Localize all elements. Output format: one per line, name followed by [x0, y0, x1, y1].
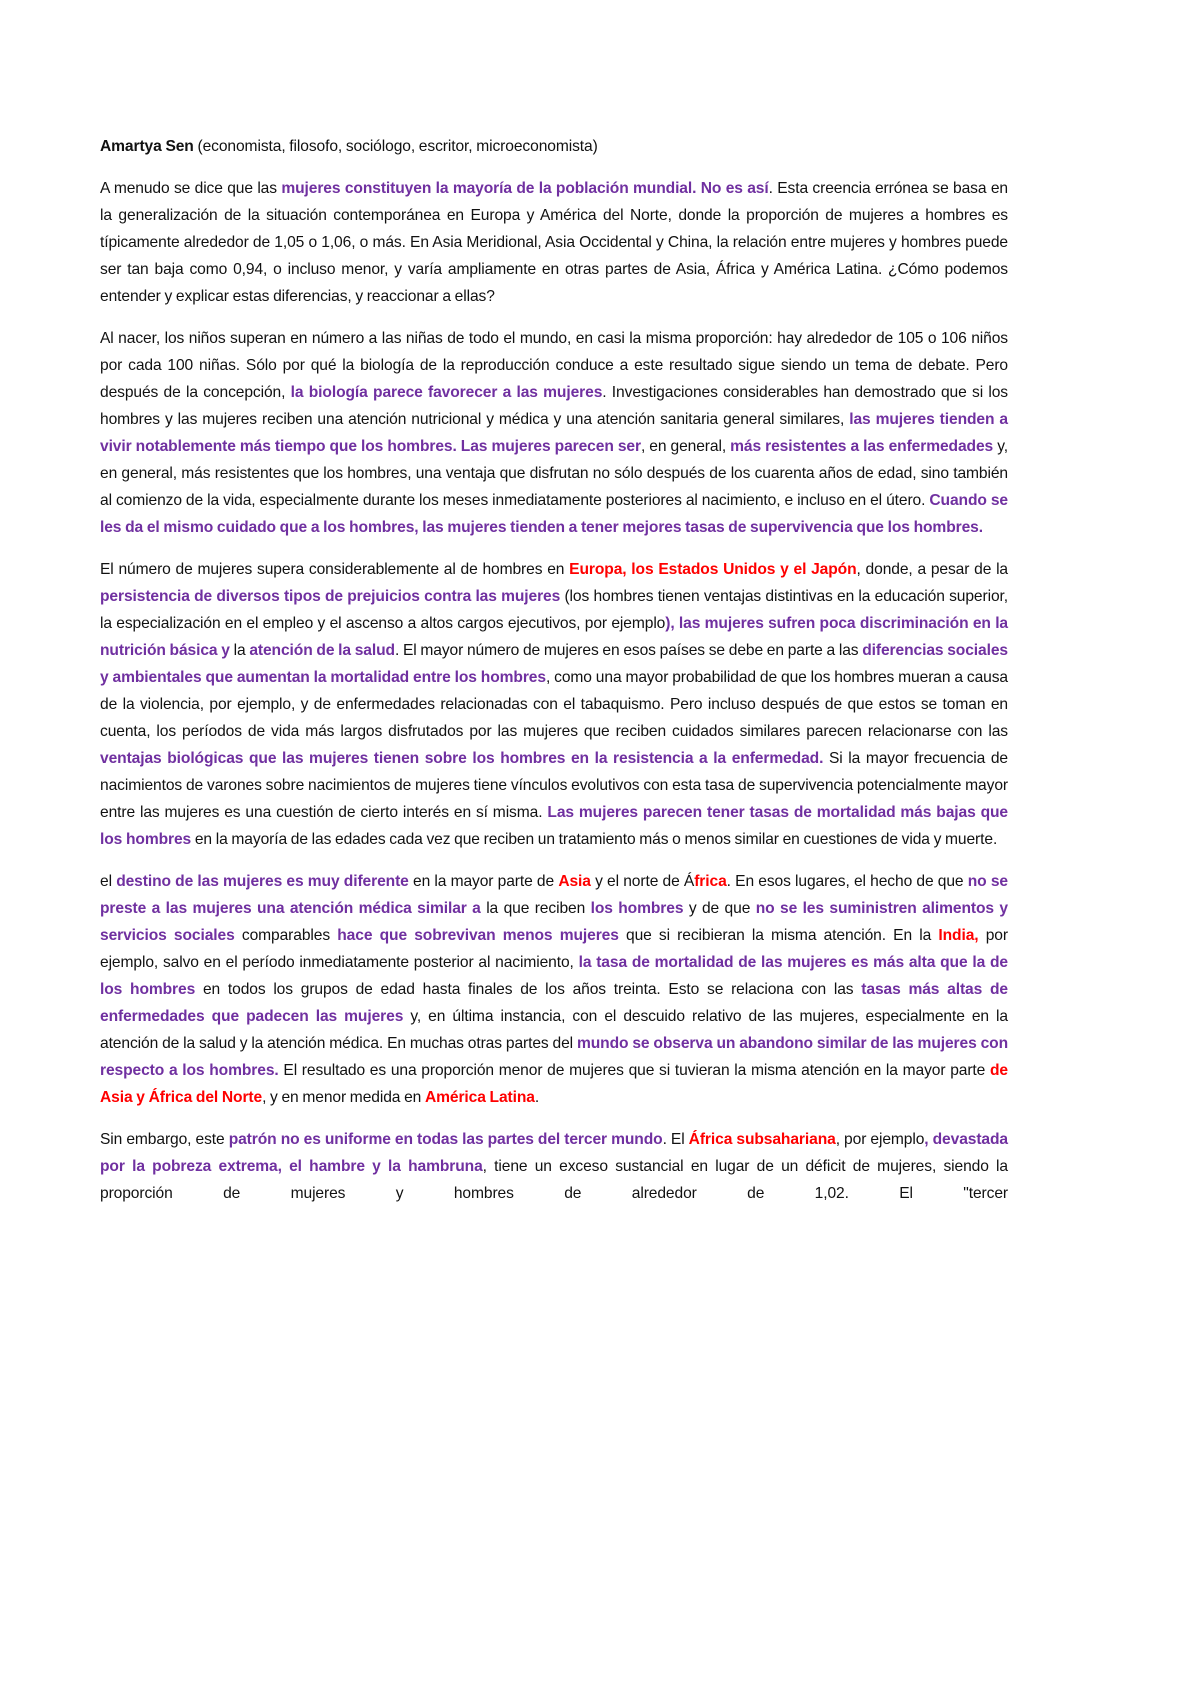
body-text: el [100, 873, 117, 890]
body-text: Al nacer, los niños superan en número a las niñas de todo el mundo, en casi la misma proporción: hay alrededor de 105 o 106 niños por cada 100 niñas. Sólo por qué la biología de la reproducción conduce a este resultado sigue siendo un tema de debate. Pero después de la concepción, [100, 330, 1008, 401]
body-text: . El [662, 1131, 689, 1148]
body-text: y el norte de Á [590, 873, 695, 890]
body-text: (economista, filosofo, sociólogo, escritor, microeconomista) [193, 138, 598, 155]
body-text: y de que [683, 900, 756, 917]
highlight-purple-text: tasas más altas de enfermedades que padecen las mujeres [100, 981, 1008, 1025]
paragraph-2 [100, 325, 1008, 541]
body-text: , y en menor medida en [262, 1089, 425, 1106]
highlight-purple-text: no se les suministren alimentos y servicios sociales [100, 900, 1009, 944]
highlight-purple-text: hace que sobrevivan menos mujeres [337, 927, 619, 944]
highlight-purple-text: más resistentes a las enfermedades [730, 438, 994, 455]
highlight-red-text: América Latina [424, 1089, 535, 1106]
highlight-purple-text: mundo se observa un abandono similar de las mujeres con respecto a los hombres. [100, 1035, 1008, 1079]
body-text: , donde, a pesar de la [856, 561, 1009, 578]
highlight-purple-text: no se preste a las mujeres una atención médica similar a [100, 873, 1008, 917]
paragraph-5 [100, 1126, 1008, 1207]
title-paragraph [100, 133, 1008, 160]
body-text: . [534, 1089, 540, 1106]
body-text: por ejemplo, salvo en el período inmediatamente posterior al nacimiento, [100, 927, 1008, 971]
highlight-purple-text: los hombres [590, 900, 684, 917]
paragraph-1 [100, 175, 1008, 310]
highlight-purple-text: Las mujeres parecen tener tasas de mortalidad más bajas que los hombres [100, 804, 1008, 848]
body-text: , como una mayor probabilidad de que los hombres mueran a causa de la violencia, por ejemplo, y de enfermedades relacionadas con el tabaquismo. Pero incluso después de que estos se toman en cuenta, los períodos de vida más largos disfrutados por las mujeres que reciben cuidados similares parecen relacionarse con las [100, 669, 1008, 740]
highlight-purple-text: , devastada por la pobreza extrema, el hambre y la hambruna [100, 1131, 1009, 1175]
body-text: en todos los grupos de edad hasta finales de los años treinta. Esto se relaciona con las [195, 981, 862, 998]
highlight-purple-text: atención de la salud [249, 642, 395, 659]
body-text: . El mayor número de mujeres en esos países se debe en parte a las [394, 642, 863, 659]
highlight-purple-text: ), las mujeres sufren poca discriminación en la nutrición básica y [100, 615, 1009, 659]
highlight-purple-text: las mujeres tienden a vivir notablemente más tiempo que los hombres. Las mujeres parecen ser [100, 411, 1008, 455]
body-text: . Investigaciones considerables han demostrado que si los hombres y las mujeres reciben una atención nutricional y médica y una atención sanitaria general similares, [100, 384, 1008, 428]
highlight-red-text: Europa, los Estados Unidos y el Japón [569, 561, 857, 578]
body-text: Si la mayor frecuencia de nacimientos de varones sobre nacimientos de mujeres tiene vínculos evolutivos con esta tasa de supervivencia potencialmente mayor entre las mujeres es una cuestión de cierto interés en sí misma. [100, 750, 1008, 821]
body-text: y, en última instancia, con el descuido relativo de las mujeres, especialmente en la atención de la salud y la atención médica. En muchas otras partes del [100, 1008, 1008, 1052]
author-name: Amartya Sen [100, 138, 194, 155]
body-text: . Esta creencia errónea se basa en la generalización de la situación contemporánea en Europa y América del Norte, donde la proporción de mujeres a hombres es típicamente alrededor de 1,05 o 1,06, o más. En Asia Meridional, Asia Occidental y China, la relación entre mujeres y hombres puede ser tan baja como 0,94, o incluso menor, y varía ampliamente en otras partes de Asia, África y América Latina. ¿Cómo podemos entender y explicar estas diferencias, y reaccionar a ellas? [100, 180, 1008, 305]
body-text: que si recibieran la misma atención. En la [618, 927, 939, 944]
body-text: . En esos lugares, el hecho de que [726, 873, 968, 890]
body-text: en la mayoría de las edades cada vez que reciben un tratamiento más o menos similar en cuestiones de vida y muerte. [191, 831, 998, 848]
body-text: , en general, [640, 438, 731, 455]
body-text: en la mayor parte de [408, 873, 559, 890]
document-page [100, 133, 1008, 1222]
body-text: , tiene un exceso sustancial en lugar de un déficit de mujeres, siendo la proporción de mujeres y hombres de alrededor de 1,02. El "tercer [100, 1158, 1008, 1202]
highlight-red-text: frica [694, 873, 727, 890]
body-text: la [229, 642, 250, 659]
highlight-purple-text: patrón no es uniforme en todas las partes del tercer mundo [228, 1131, 663, 1148]
paragraph-4 [100, 868, 1008, 1111]
highlight-red-text: de Asia y África del Norte [100, 1062, 1008, 1106]
highlight-purple-text: la biología parece favorecer a las mujeres [290, 384, 603, 401]
highlight-purple-text: la tasa de mortalidad de las mujeres es más alta que la de los hombres [100, 954, 1008, 998]
body-text: y, en general, más resistentes que los hombres, una ventaja que disfrutan no sólo después de los cuarenta años de edad, sino también al comienzo de la vida, especialmente durante los meses inmediatamente posteriores al nacimiento, e incluso en el útero. [100, 438, 1008, 509]
highlight-red-text: India, [938, 927, 979, 944]
highlight-purple-text: diferencias sociales y ambientales que aumentan la mortalidad entre los hombres [100, 642, 1008, 686]
highlight-red-text: Asia [558, 873, 591, 890]
highlight-purple-text: persistencia de diversos tipos de prejuicios contra las mujeres [100, 588, 561, 605]
body-text: El resultado es una proporción menor de mujeres que si tuvieran la misma atención en la mayor parte [278, 1062, 990, 1079]
highlight-red-text: África subsahariana [688, 1131, 836, 1148]
body-text: , por ejemplo [835, 1131, 925, 1148]
body-text: la que reciben [480, 900, 591, 917]
body-text: El número de mujeres supera considerablemente al de hombres en [100, 561, 570, 578]
body-text: (los hombres tienen ventajas distintivas en la educación superior, la especialización en el empleo y el ascenso a altos cargos ejecutivos, por ejemplo [100, 588, 1008, 632]
highlight-purple-text: ventajas biológicas que las mujeres tienen sobre los hombres en la resistencia a la enfermedad. [100, 750, 824, 767]
body-text: comparables [234, 927, 338, 944]
paragraph-3 [100, 556, 1008, 853]
highlight-purple-text: mujeres constituyen la mayoría de la población mundial. No es así [281, 180, 769, 197]
highlight-purple-text: Cuando se les da el mismo cuidado que a los hombres, las mujeres tienden a tener mejores tasas de supervivencia que los hombres. [100, 492, 1009, 536]
body-text: Sin embargo, este [100, 1131, 229, 1148]
highlight-purple-text: destino de las mujeres es muy diferente [116, 873, 409, 890]
body-text: A menudo se dice que las [100, 180, 282, 197]
